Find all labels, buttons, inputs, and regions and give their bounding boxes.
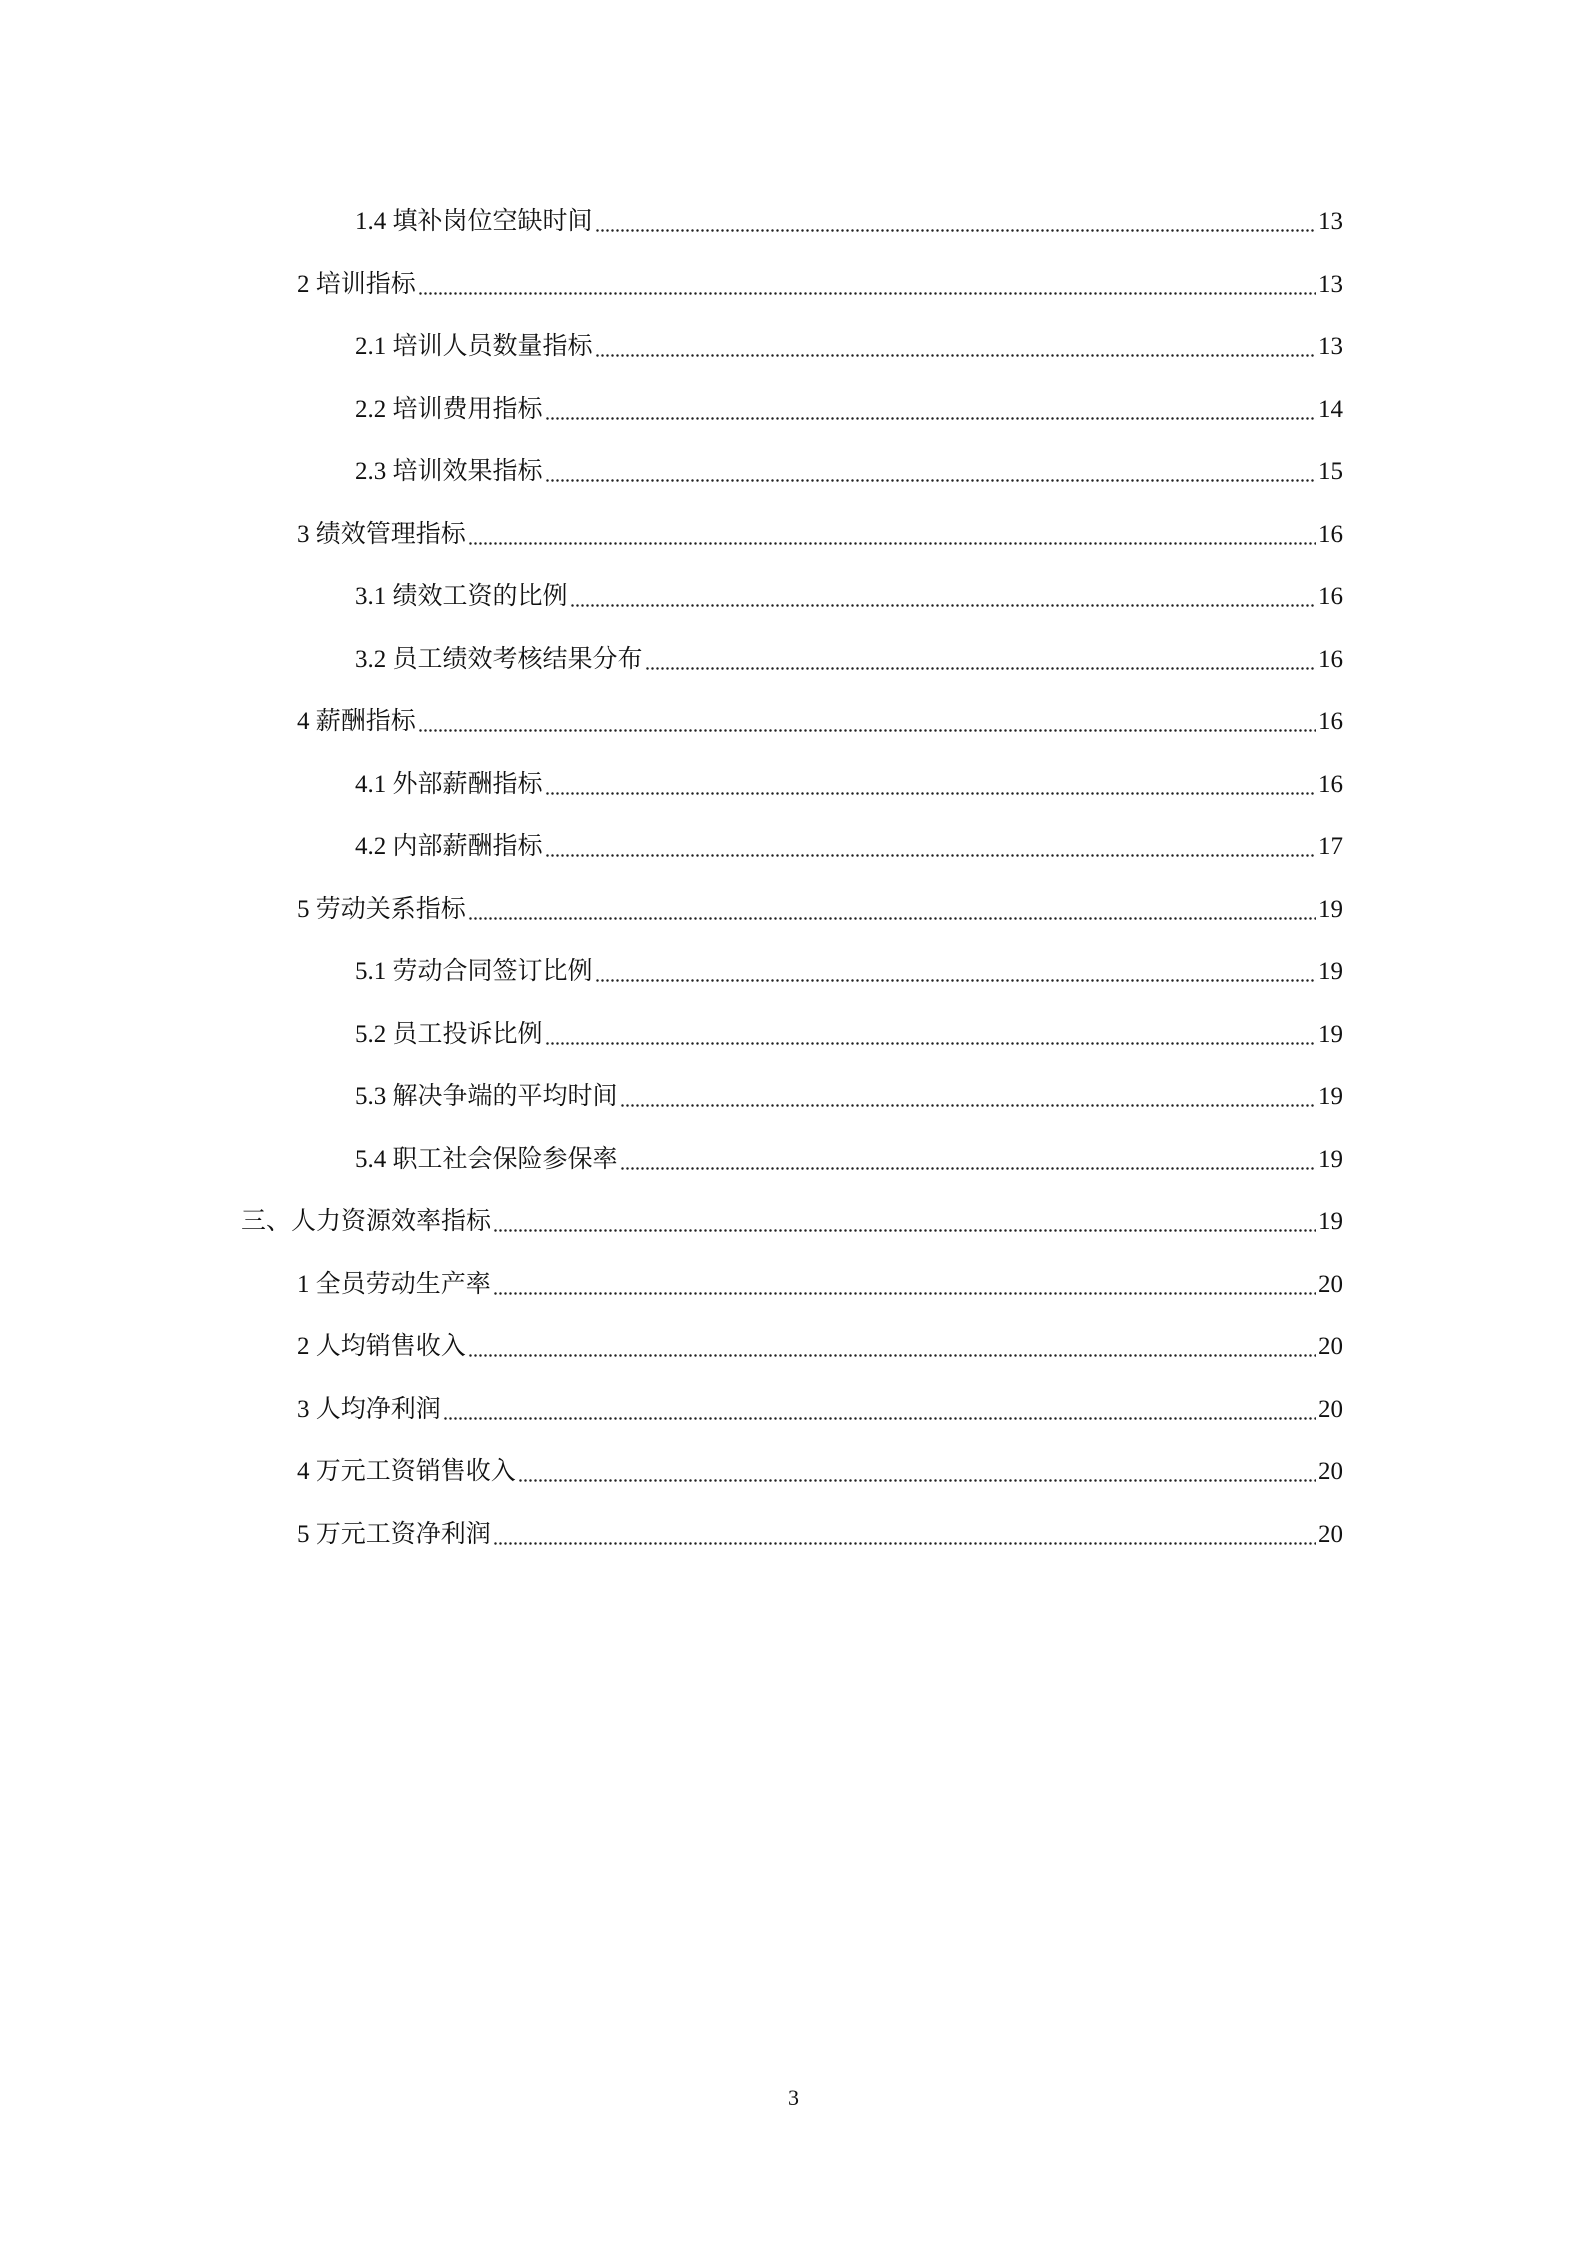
toc-entry[interactable]: [355, 952, 1343, 992]
dot-leader: [620, 1156, 1316, 1176]
toc-entry-label: 三、人力资源效率指标: [241, 1208, 492, 1235]
toc-entry-page: 13: [1318, 333, 1343, 360]
dot-leader: [545, 468, 1316, 488]
toc-entry-label: 2 培训指标: [297, 271, 416, 298]
toc-entry[interactable]: [355, 1077, 1343, 1117]
toc-entry[interactable]: [355, 202, 1343, 242]
dot-leader: [493, 1281, 1316, 1301]
toc-entry-page: 20: [1318, 1458, 1343, 1485]
toc-entry-label: 4 薪酬指标: [297, 708, 416, 735]
toc-entry-label: 5 万元工资净利润: [297, 1521, 491, 1548]
toc-entry-page: 16: [1318, 708, 1343, 735]
toc-entry-label: 5.3 解决争端的平均时间: [355, 1083, 618, 1110]
dot-leader: [595, 968, 1316, 988]
toc-entry[interactable]: [355, 327, 1343, 367]
toc-entry-page: 19: [1318, 1146, 1343, 1173]
toc-entry-label: 4.2 内部薪酬指标: [355, 833, 543, 860]
toc-entry[interactable]: [297, 515, 1343, 555]
toc-entry-page: 13: [1318, 208, 1343, 235]
dot-leader: [645, 656, 1316, 676]
toc-entry-page: 14: [1318, 396, 1343, 423]
dot-leader: [595, 343, 1316, 363]
dot-leader: [545, 406, 1316, 426]
dot-leader: [518, 1468, 1316, 1488]
dot-leader: [545, 781, 1316, 801]
toc-entry[interactable]: [355, 640, 1343, 680]
dot-leader: [468, 906, 1316, 926]
toc-entry-label: 5.4 职工社会保险参保率: [355, 1146, 618, 1173]
toc-entry[interactable]: [297, 1327, 1343, 1367]
toc-entry[interactable]: [297, 265, 1343, 305]
toc-entry-page: 16: [1318, 583, 1343, 610]
toc-entry-page: 16: [1318, 521, 1343, 548]
toc-entry-label: 5 劳动关系指标: [297, 896, 466, 923]
toc-entry-page: 19: [1318, 1083, 1343, 1110]
toc-entry-page: 19: [1318, 958, 1343, 985]
toc-entry-label: 2.2 培训费用指标: [355, 396, 543, 423]
toc-entry-page: 17: [1318, 833, 1343, 860]
page-number: 3: [788, 2085, 799, 2110]
toc-entry[interactable]: [297, 1265, 1343, 1305]
toc-entry[interactable]: [355, 390, 1343, 430]
toc-entry-page: 20: [1318, 1271, 1343, 1298]
toc-entry-page: 16: [1318, 646, 1343, 673]
dot-leader: [545, 1031, 1316, 1051]
toc-entry[interactable]: [355, 452, 1343, 492]
toc-entry[interactable]: [355, 765, 1343, 805]
toc-entry-label: 5.1 劳动合同签订比例: [355, 958, 593, 985]
toc-entry-label: 2.3 培训效果指标: [355, 458, 543, 485]
toc-entry-page: 19: [1318, 1208, 1343, 1235]
toc-entry-page: 19: [1318, 1021, 1343, 1048]
toc-entry[interactable]: [355, 577, 1343, 617]
toc-entry-page: 20: [1318, 1521, 1343, 1548]
toc-entry-label: 3 绩效管理指标: [297, 521, 466, 548]
toc-entry-page: 15: [1318, 458, 1343, 485]
toc-entry[interactable]: [297, 1515, 1343, 1555]
toc-entry-page: 19: [1318, 896, 1343, 923]
dot-leader: [493, 1218, 1316, 1238]
dot-leader: [595, 218, 1316, 238]
dot-leader: [418, 281, 1316, 301]
toc-entry[interactable]: [297, 702, 1343, 742]
toc-entry[interactable]: [355, 1015, 1343, 1055]
toc-entry-page: 20: [1318, 1396, 1343, 1423]
toc-entry-label: 3 人均净利润: [297, 1396, 441, 1423]
dot-leader: [570, 593, 1316, 613]
toc-entry-label: 5.2 员工投诉比例: [355, 1021, 543, 1048]
toc-entry-label: 2.1 培训人员数量指标: [355, 333, 593, 360]
toc-entry[interactable]: [297, 1390, 1343, 1430]
toc-entry-label: 1.4 填补岗位空缺时间: [355, 208, 593, 235]
toc-entry-label: 3.2 员工绩效考核结果分布: [355, 646, 643, 673]
toc-entry[interactable]: [297, 1452, 1343, 1492]
dot-leader: [620, 1093, 1316, 1113]
dot-leader: [418, 718, 1316, 738]
toc-entry[interactable]: [355, 1140, 1343, 1180]
toc-entry-label: 1 全员劳动生产率: [297, 1271, 491, 1298]
toc-entry-page: 16: [1318, 771, 1343, 798]
dot-leader: [443, 1406, 1316, 1426]
toc-entry[interactable]: [355, 827, 1343, 867]
toc-entry-label: 4 万元工资销售收入: [297, 1458, 516, 1485]
dot-leader: [468, 1343, 1316, 1363]
toc-entry-label: 3.1 绩效工资的比例: [355, 583, 568, 610]
toc-entry-page: 13: [1318, 271, 1343, 298]
dot-leader: [493, 1531, 1316, 1551]
toc-entry-page: 20: [1318, 1333, 1343, 1360]
dot-leader: [545, 843, 1316, 863]
toc-entry-label: 4.1 外部薪酬指标: [355, 771, 543, 798]
toc-entry[interactable]: [297, 890, 1343, 930]
dot-leader: [468, 531, 1316, 551]
toc-entry-label: 2 人均销售收入: [297, 1333, 466, 1360]
toc-entry[interactable]: [241, 1202, 1343, 1242]
